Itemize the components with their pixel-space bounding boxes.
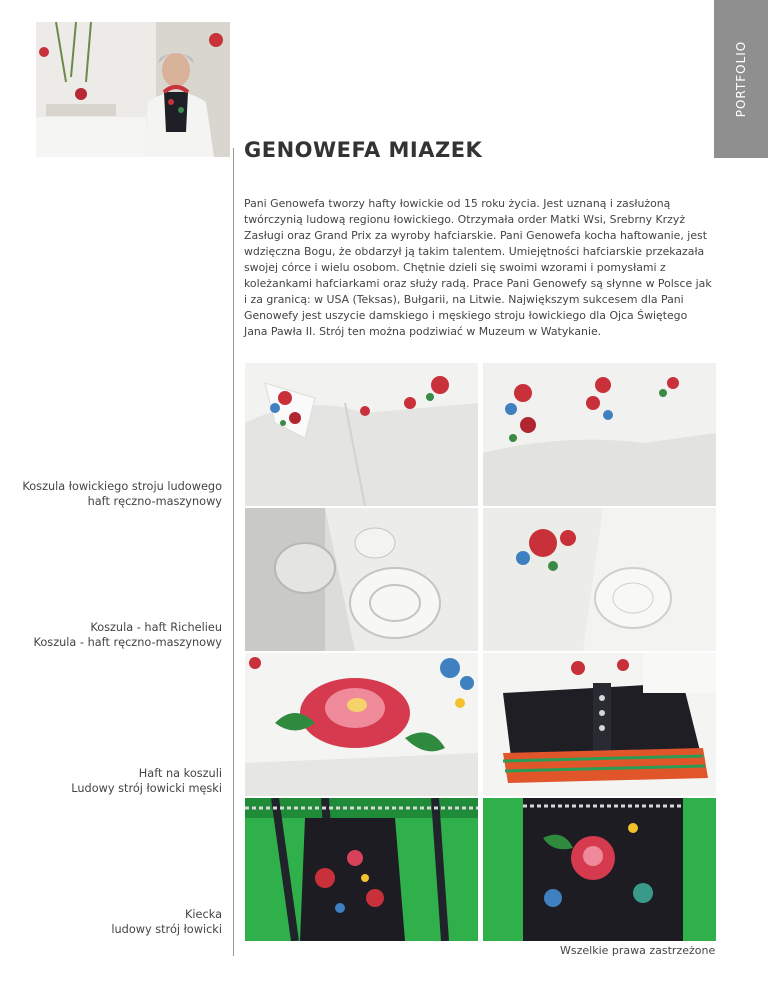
portfolio-label: PORTFOLIO <box>734 40 748 118</box>
caption-skirt: Kiecka ludowy strój łowicki <box>111 908 222 936</box>
page-title: GENOWEFA MIAZEK <box>244 138 483 162</box>
caption-richelieu: Koszula - haft Richelieu Koszula - haft ręczno-maszynowy <box>33 621 222 649</box>
photo-shirt-collar-2 <box>483 363 716 506</box>
photo-skirt-2 <box>483 798 716 941</box>
photo-embroidered-sleeve <box>483 508 716 651</box>
divider-line <box>233 148 234 956</box>
caption-shirt: Koszula łowickiego stroju ludowego haft ręczno-maszynowy <box>22 480 222 508</box>
photo-richelieu <box>245 508 478 651</box>
photo-flower-embroidery <box>245 653 478 796</box>
photo-skirt-1 <box>245 798 478 941</box>
copyright-text: Wszelkie prawa zastrzeżone <box>560 944 716 957</box>
portfolio-tab <box>714 0 768 158</box>
photo-shirt-collar-1 <box>245 363 478 506</box>
portrait-photo <box>36 22 230 157</box>
photo-mens-costume <box>483 653 716 796</box>
biography-text: Pani Genowefa tworzy hafty łowickie od 15 roku życia. Jest uznaną i zasłużoną twórczynią ludową regionu łowickiego. Otrzymała order Matki Wsi, Srebrny Krzyż Zasługi oraz Grand Prix za wyroby hafciarskie. Pani Genowefa kocha haftowanie, jest wdzięczna Bogu, że obdarzył ją takim talentem. Umiejętności hafciarskie przekazała swojej córce i wielu osobom. Chętnie dzieli się swoimi wzorami i pomysłami z koleżankami hafciarkami oraz służy radą. Prace Pani Genowefy są słynne w Polsce jak i za granicą: w USA (Teksas), Bułgarii, na Litwie. Największym sukcesem dla Pani Genowefy jest uszycie damskiego i męskiego stroju łowickiego dla Ojca Świętego Jana Pawła II. Strój ten można podziwiać w Muzeum w Watykanie. <box>244 197 712 338</box>
caption-embroidery: Haft na koszuli Ludowy strój łowicki męski <box>71 767 222 795</box>
